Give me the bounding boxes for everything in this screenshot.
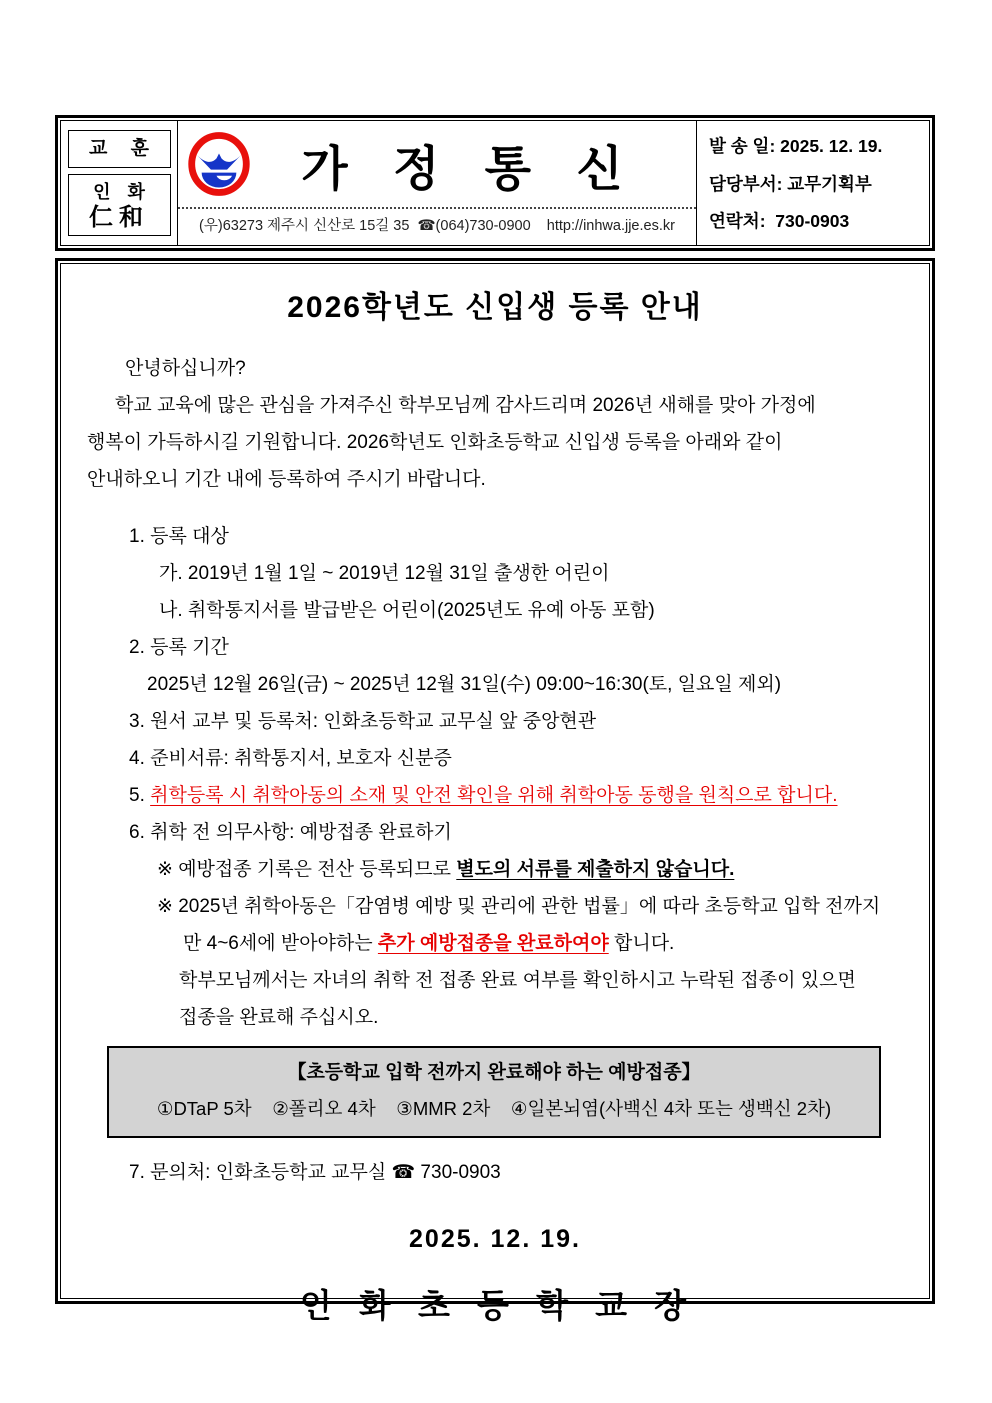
list-item-1: 1. 등록 대상 (129, 526, 229, 547)
letterhead-frame (60, 120, 930, 246)
issue-date: 2025. 12. 19. (409, 1225, 581, 1253)
registration-period-detail: 2025년 12월 26일(금) ~ 2025년 12월 31일(수) 09:00~16:30(토, 일요일 제외) (147, 674, 782, 695)
note-vaccination-record (61, 851, 929, 888)
info-panel (697, 121, 929, 245)
masthead-row (178, 121, 696, 207)
list-item-1a: 가. 2019년 1월 1일 ~ 2019년 12월 31일 출생한 어린이 (159, 563, 610, 584)
masthead-section (178, 121, 697, 245)
motto-label: 교 훈 (89, 138, 149, 159)
principal-signature: 인 화 초 등 학 교 장 (299, 1287, 691, 1324)
notice-title: 2026학년도 신입생 등록 안내 (287, 291, 703, 324)
notice-frame (60, 263, 930, 1324)
item-5-emphasis: 취학등록 시 취학아동의 소재 및 안전 확인을 위해 취학아동 동행을 원칙으로 합니다. (150, 785, 838, 806)
note-2-emphasis: 추가 예방접종을 완료하여야 (377, 933, 609, 954)
greeting-line: 안녕하십니까? (125, 358, 246, 379)
contact-row: 연락처: 730-0903 (709, 210, 850, 231)
department-row: 담당부서: 교무기획부 (709, 173, 872, 194)
newsletter-title: 가 정 통 신 (301, 142, 639, 196)
school-emblem-icon (188, 131, 250, 197)
vaccine-box (107, 1046, 881, 1138)
note-law-line-1: ※ 2025년 취학아동은「감염병 예방 및 관리에 관한 법률」에 따라 초등학교 입학 전까지 (157, 896, 881, 917)
note-law-line-3: 학부모님께서는 자녀의 취학 전 접종 완료 여부를 확인하시고 누락된 접종이 있으면 (179, 970, 856, 991)
intro-line-2: 행복이 가득하시길 기원합니다. 2026학년도 인화초등학교 신입생 등록을 아래와 같이 (87, 432, 783, 453)
list-item-7: 7. 문의처: 인화초등학교 교무실 ☎ 730-0903 (129, 1162, 501, 1183)
list-item-6: 6. 취학 전 의무사항: 예방접종 완료하기 (129, 822, 452, 843)
motto-label-box (68, 130, 171, 168)
motto-hanja: 仁和 (89, 205, 149, 231)
note-1-emphasis: 별도의 서류를 제출하지 않습니다. (456, 859, 735, 880)
list-item-2: 2. 등록 기간 (129, 637, 229, 658)
list-item-4: 4. 준비서류: 취학통지서, 보호자 신분증 (129, 748, 452, 769)
vaccine-box-items: ①DTaP 5차 ②폴리오 4차 ③MMR 2차 ④일본뇌염(사백신 4차 또는 생백신 2차) (156, 1098, 832, 1119)
note-law-line-4: 접종을 완료해 주십시오. (179, 1007, 379, 1028)
list-item-1b: 나. 취학통지서를 발급받은 어린이(2025년도 유예 아동 포함) (159, 600, 655, 621)
note-law-line-2 (61, 925, 929, 962)
note-2-prefix: 만 4~6세에 받아야하는 (183, 933, 378, 954)
letterhead (55, 115, 935, 251)
note-2-suffix: 합니다. (608, 933, 675, 954)
send-date-row: 발 송 일: 2025. 12. 19. (709, 136, 883, 157)
intro-line-3: 안내하오니 기간 내에 등록하여 주시기 바랍니다. (87, 469, 486, 490)
note-1-prefix: ※ 예방접종 기록은 전산 등록되므로 (157, 859, 457, 880)
motto-korean: 인 화 (93, 182, 145, 202)
item-5-number: 5. (129, 785, 151, 806)
list-item-5 (61, 777, 929, 814)
vaccine-box-title: 【초등학교 입학 전까지 완료해야 하는 예방접종】 (287, 1062, 701, 1083)
school-address: (우)63273 제주시 신산로 15길 35 ☎(064)730-0900 http://inhwa.jje.es.kr (199, 218, 675, 234)
list-item-3: 3. 원서 교부 및 등록처: 인화초등학교 교무실 앞 중앙현관 (129, 711, 597, 732)
intro-line-1: 학교 교육에 많은 관심을 가져주신 학부모님께 감사드리며 2026년 새해를 맞아 가정에 (115, 395, 816, 416)
motto-section (61, 121, 178, 245)
motto-value-box (68, 174, 171, 236)
notice-body (55, 258, 935, 1324)
